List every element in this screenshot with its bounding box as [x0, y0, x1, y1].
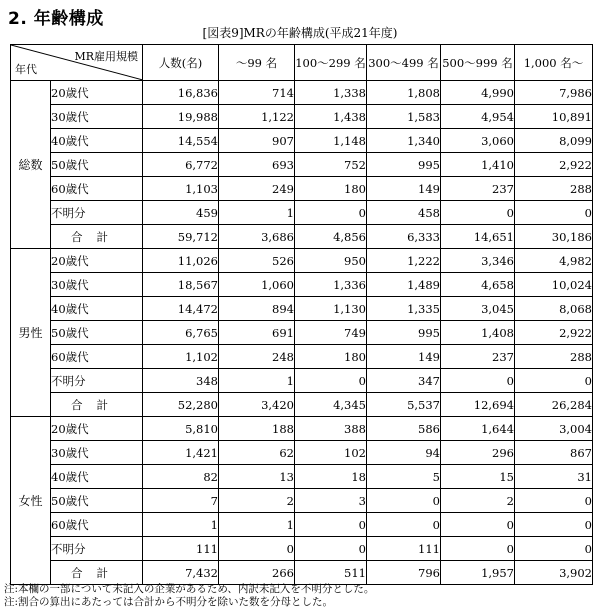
- value-cell: 13: [219, 465, 295, 489]
- corner-label-scale: MR雇用規模: [74, 50, 138, 63]
- value-cell: 180: [295, 177, 367, 201]
- value-cell: 2,922: [515, 321, 593, 345]
- total-label: 合計: [51, 561, 143, 585]
- value-cell: 1,408: [441, 321, 515, 345]
- value-cell: 31: [515, 465, 593, 489]
- table-row: [11, 129, 593, 153]
- value-cell: 0: [367, 513, 441, 537]
- table-row: [11, 345, 593, 369]
- table-row: [11, 249, 593, 273]
- value-cell: 388: [295, 417, 367, 441]
- value-cell: 995: [367, 153, 441, 177]
- value-cell: 0: [441, 369, 515, 393]
- value-cell: 111: [143, 537, 219, 561]
- value-cell: 691: [219, 321, 295, 345]
- value-cell: 94: [367, 441, 441, 465]
- column-header: 500～999 名: [441, 45, 515, 81]
- value-cell: 0: [515, 201, 593, 225]
- corner-header: [11, 45, 143, 81]
- value-cell: 2,922: [515, 153, 593, 177]
- table-row: [11, 393, 593, 417]
- value-cell: 1,336: [295, 273, 367, 297]
- value-cell: 18: [295, 465, 367, 489]
- value-cell: 1,335: [367, 297, 441, 321]
- value-cell: 7: [143, 489, 219, 513]
- value-cell: 4,345: [295, 393, 367, 417]
- value-cell: 0: [219, 537, 295, 561]
- value-cell: 237: [441, 345, 515, 369]
- value-cell: 4,856: [295, 225, 367, 249]
- value-cell: 288: [515, 345, 593, 369]
- age-label: 20歳代: [51, 249, 143, 273]
- notes: [4, 583, 374, 609]
- value-cell: 1: [219, 369, 295, 393]
- section-heading: 2. 年齢構成: [8, 9, 104, 29]
- age-label: 30歳代: [51, 105, 143, 129]
- age-label: 50歳代: [51, 321, 143, 345]
- value-cell: 266: [219, 561, 295, 585]
- value-cell: 0: [515, 489, 593, 513]
- value-cell: 458: [367, 201, 441, 225]
- value-cell: 1,957: [441, 561, 515, 585]
- value-cell: 62: [219, 441, 295, 465]
- value-cell: 1,103: [143, 177, 219, 201]
- value-cell: 1,060: [219, 273, 295, 297]
- value-cell: 586: [367, 417, 441, 441]
- value-cell: 4,954: [441, 105, 515, 129]
- value-cell: 0: [441, 537, 515, 561]
- table-row: [11, 153, 593, 177]
- value-cell: 0: [441, 513, 515, 537]
- value-cell: 6,333: [367, 225, 441, 249]
- value-cell: 1,808: [367, 81, 441, 105]
- value-cell: 3,004: [515, 417, 593, 441]
- age-label: 60歳代: [51, 513, 143, 537]
- table-row: [11, 369, 593, 393]
- value-cell: 3,045: [441, 297, 515, 321]
- value-cell: 8,068: [515, 297, 593, 321]
- table-row: [11, 321, 593, 345]
- value-cell: 3,346: [441, 249, 515, 273]
- value-cell: 1: [143, 513, 219, 537]
- table-row: [11, 513, 593, 537]
- value-cell: 111: [367, 537, 441, 561]
- table-row: [11, 273, 593, 297]
- value-cell: 149: [367, 345, 441, 369]
- value-cell: 511: [295, 561, 367, 585]
- value-cell: 3,060: [441, 129, 515, 153]
- age-label: 不明分: [51, 369, 143, 393]
- corner-label-age: 年代: [15, 63, 37, 76]
- value-cell: 3: [295, 489, 367, 513]
- value-cell: 0: [295, 201, 367, 225]
- value-cell: 8,099: [515, 129, 593, 153]
- value-cell: 102: [295, 441, 367, 465]
- value-cell: 180: [295, 345, 367, 369]
- table-caption: [図表9]MRの年齢構成(平成21年度): [202, 26, 398, 40]
- value-cell: 7,986: [515, 81, 593, 105]
- table-row: [11, 81, 593, 105]
- table-row: [11, 441, 593, 465]
- value-cell: 1,644: [441, 417, 515, 441]
- value-cell: 1,583: [367, 105, 441, 129]
- age-label: 不明分: [51, 537, 143, 561]
- column-header: 人数(名): [143, 45, 219, 81]
- table-row: [11, 201, 593, 225]
- value-cell: 894: [219, 297, 295, 321]
- value-cell: 296: [441, 441, 515, 465]
- value-cell: 82: [143, 465, 219, 489]
- header-row: [11, 45, 593, 81]
- note-line: 注:本欄の一部について未記入の企業があるため、内訳未記入を不明分とした。: [4, 583, 375, 595]
- value-cell: 1,438: [295, 105, 367, 129]
- value-cell: 1,102: [143, 345, 219, 369]
- value-cell: 6,772: [143, 153, 219, 177]
- age-label: 20歳代: [51, 417, 143, 441]
- value-cell: 1,148: [295, 129, 367, 153]
- group-label: 女性: [11, 417, 51, 585]
- value-cell: 30,186: [515, 225, 593, 249]
- value-cell: 1,130: [295, 297, 367, 321]
- value-cell: 347: [367, 369, 441, 393]
- age-label: 不明分: [51, 201, 143, 225]
- value-cell: 2: [441, 489, 515, 513]
- column-header: 300～499 名: [367, 45, 441, 81]
- value-cell: 12,694: [441, 393, 515, 417]
- table-row: [11, 297, 593, 321]
- value-cell: 4,658: [441, 273, 515, 297]
- value-cell: 0: [515, 513, 593, 537]
- table-row: [11, 489, 593, 513]
- value-cell: 7,432: [143, 561, 219, 585]
- value-cell: 3,902: [515, 561, 593, 585]
- column-header: ～99 名: [219, 45, 295, 81]
- value-cell: 526: [219, 249, 295, 273]
- value-cell: 3,686: [219, 225, 295, 249]
- group-label: 男性: [11, 249, 51, 417]
- value-cell: 0: [295, 369, 367, 393]
- total-label: 合計: [51, 393, 143, 417]
- value-cell: 752: [295, 153, 367, 177]
- value-cell: 459: [143, 201, 219, 225]
- age-label: 50歳代: [51, 153, 143, 177]
- value-cell: 10,891: [515, 105, 593, 129]
- age-label: 20歳代: [51, 81, 143, 105]
- value-cell: 995: [367, 321, 441, 345]
- value-cell: 14,554: [143, 129, 219, 153]
- age-label: 30歳代: [51, 273, 143, 297]
- value-cell: 52,280: [143, 393, 219, 417]
- age-label: 30歳代: [51, 441, 143, 465]
- value-cell: 1,340: [367, 129, 441, 153]
- value-cell: 188: [219, 417, 295, 441]
- value-cell: 3,420: [219, 393, 295, 417]
- value-cell: 0: [367, 489, 441, 513]
- group-label: 総数: [11, 81, 51, 249]
- value-cell: 5: [367, 465, 441, 489]
- value-cell: 5,810: [143, 417, 219, 441]
- value-cell: 0: [441, 201, 515, 225]
- value-cell: 0: [515, 369, 593, 393]
- value-cell: 249: [219, 177, 295, 201]
- value-cell: 59,712: [143, 225, 219, 249]
- value-cell: 16,836: [143, 81, 219, 105]
- value-cell: 867: [515, 441, 593, 465]
- note-line: 注:割合の算出にあたっては合計から不明分を除いた数を分母とした。: [4, 596, 334, 608]
- value-cell: 1,421: [143, 441, 219, 465]
- value-cell: 237: [441, 177, 515, 201]
- table-row: [11, 225, 593, 249]
- value-cell: 1,222: [367, 249, 441, 273]
- value-cell: 288: [515, 177, 593, 201]
- value-cell: 5,537: [367, 393, 441, 417]
- value-cell: 0: [295, 537, 367, 561]
- value-cell: 18,567: [143, 273, 219, 297]
- value-cell: 1,489: [367, 273, 441, 297]
- value-cell: 11,026: [143, 249, 219, 273]
- value-cell: 1,338: [295, 81, 367, 105]
- value-cell: 1: [219, 513, 295, 537]
- value-cell: 714: [219, 81, 295, 105]
- age-label: 40歳代: [51, 297, 143, 321]
- value-cell: 14,472: [143, 297, 219, 321]
- value-cell: 693: [219, 153, 295, 177]
- age-label: 50歳代: [51, 489, 143, 513]
- value-cell: 149: [367, 177, 441, 201]
- value-cell: 26,284: [515, 393, 593, 417]
- value-cell: 10,024: [515, 273, 593, 297]
- value-cell: 15: [441, 465, 515, 489]
- table-row: [11, 177, 593, 201]
- table-row: [11, 417, 593, 441]
- age-composition-table: [10, 44, 593, 585]
- value-cell: 907: [219, 129, 295, 153]
- value-cell: 749: [295, 321, 367, 345]
- column-header: 100～299 名: [295, 45, 367, 81]
- value-cell: 1: [219, 201, 295, 225]
- total-label: 合計: [51, 225, 143, 249]
- value-cell: 4,982: [515, 249, 593, 273]
- value-cell: 1,122: [219, 105, 295, 129]
- table-row: [11, 465, 593, 489]
- value-cell: 796: [367, 561, 441, 585]
- column-header: 1,000 名～: [515, 45, 593, 81]
- age-label: 60歳代: [51, 177, 143, 201]
- value-cell: 348: [143, 369, 219, 393]
- value-cell: 2: [219, 489, 295, 513]
- value-cell: 19,988: [143, 105, 219, 129]
- value-cell: 248: [219, 345, 295, 369]
- value-cell: 4,990: [441, 81, 515, 105]
- value-cell: 950: [295, 249, 367, 273]
- table-row: [11, 537, 593, 561]
- age-label: 40歳代: [51, 129, 143, 153]
- value-cell: 6,765: [143, 321, 219, 345]
- age-label: 40歳代: [51, 465, 143, 489]
- value-cell: 0: [295, 513, 367, 537]
- age-label: 60歳代: [51, 345, 143, 369]
- value-cell: 1,410: [441, 153, 515, 177]
- table-row: [11, 561, 593, 585]
- value-cell: 0: [515, 537, 593, 561]
- table-row: [11, 105, 593, 129]
- value-cell: 14,651: [441, 225, 515, 249]
